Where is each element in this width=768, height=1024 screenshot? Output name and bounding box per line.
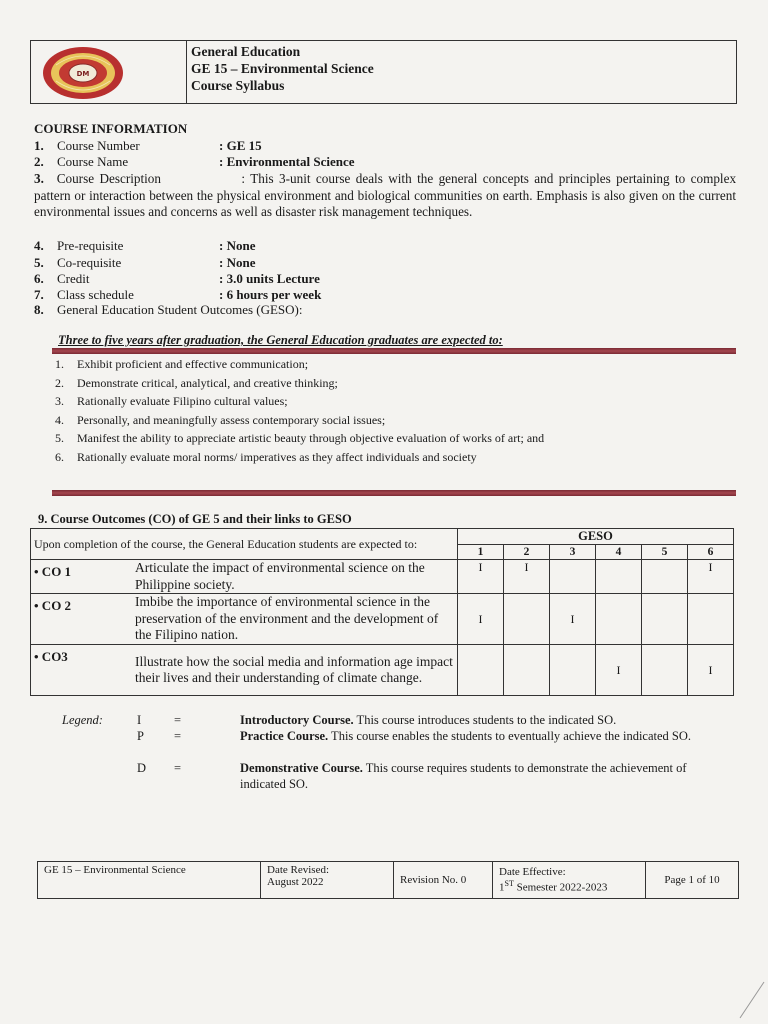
- item-value: : This 3-unit course deals with the general concepts and principles pertaining to complex pattern or interaction between the physical environment and biological communities on earth. Emphasis is also given on the current environmental issues and concerns as well as disaster risk management techniques.: [34, 171, 737, 219]
- date-effective-suffix: ST: [504, 879, 514, 889]
- legend-text: [240, 761, 700, 792]
- list-text: Personally, and meaningfully assess contemporary social issues;: [77, 412, 386, 427]
- legend: [62, 713, 712, 791]
- geso-list: [55, 355, 544, 467]
- legend-desc: This course requires students to demonstrate the achievement of indicated SO.: [240, 761, 687, 791]
- co-id: • CO 2: [31, 594, 133, 645]
- geso-mark: I: [550, 594, 596, 645]
- co-id: • CO 1: [31, 560, 133, 594]
- legend-text: [240, 713, 700, 729]
- footer-table: [37, 861, 739, 899]
- legend-equals: =: [174, 713, 182, 727]
- geso-intro: Three to five years after graduation, the General Education graduates are expected to:: [58, 333, 503, 347]
- item-value: : 3.0 units Lecture: [219, 271, 320, 286]
- item-label: Class schedule: [57, 287, 134, 302]
- divider-bar: [52, 490, 736, 496]
- item-label: Credit: [57, 271, 90, 286]
- list-text: Manifest the ability to appreciate artistic beauty through objective evaluation of works of art; and: [77, 431, 545, 446]
- geso-header: GESO: [458, 529, 734, 545]
- geso-col-header: 1: [458, 545, 504, 560]
- co-id: • CO3: [31, 645, 133, 696]
- legend-desc: This course introduces students to the indicated SO.: [353, 713, 617, 727]
- legend-symbol: P: [137, 729, 144, 743]
- legend-row: [62, 761, 712, 791]
- page-fold-mark: [736, 980, 766, 1020]
- footer-date-effective: [493, 862, 646, 899]
- item-value: : None: [219, 255, 256, 270]
- item-number: 8.: [34, 302, 44, 317]
- date-effective-text: Semester 2022-2023: [513, 881, 608, 894]
- logo-cell: [31, 41, 187, 103]
- geso-mark: [596, 594, 642, 645]
- list-item: [55, 448, 544, 467]
- date-revised-label: Date Revised:: [267, 864, 330, 876]
- footer-date-revised: [261, 862, 394, 899]
- geso-col-header: 5: [642, 545, 688, 560]
- list-number: 3.: [55, 394, 64, 409]
- legend-symbol: I: [137, 713, 142, 727]
- co-description: Illustrate how the social media and information age impact their lives and their understanding of climate change.: [132, 645, 458, 696]
- document-header: [30, 40, 737, 104]
- college-seal-logo: [36, 45, 131, 101]
- date-effective-value: [499, 878, 639, 894]
- geso-mark: [642, 645, 688, 696]
- geso-col-header: 4: [596, 545, 642, 560]
- geso-col-header: 3: [550, 545, 596, 560]
- legend-row: [62, 713, 712, 729]
- legend-term: Introductory Course.: [240, 713, 354, 727]
- course-description: [34, 171, 736, 221]
- item-number: 7.: [34, 287, 44, 302]
- header-line-3: Course Syllabus: [191, 78, 285, 93]
- list-item: [55, 411, 544, 430]
- date-revised-value: August 2022: [267, 876, 324, 888]
- item-label: Course Description: [56, 171, 161, 186]
- item-value: : GE 15: [219, 138, 262, 153]
- svg-text:DM: DM: [76, 70, 90, 78]
- geso-mark: [458, 645, 504, 696]
- geso-mark: I: [504, 560, 550, 594]
- item-number: 2.: [34, 154, 44, 169]
- item-label: Course Number: [57, 138, 140, 153]
- legend-symbol: D: [137, 761, 147, 775]
- co-description: Articulate the impact of environmental science on the Philippine society.: [132, 560, 458, 594]
- legend-equals: =: [174, 729, 182, 743]
- geso-mark: [504, 645, 550, 696]
- table-row: [31, 645, 734, 696]
- geso-col-header: 2: [504, 545, 550, 560]
- list-item: [55, 392, 544, 411]
- geso-col-header: 6: [688, 545, 734, 560]
- list-text: Exhibit proficient and effective communication;: [77, 357, 309, 371]
- legend-term: Demonstrative Course.: [240, 761, 363, 775]
- list-number: 1.: [55, 357, 64, 371]
- table-row: [31, 594, 734, 645]
- footer-revision: Revision No. 0: [394, 862, 493, 899]
- geso-mark: [550, 645, 596, 696]
- footer-course: GE 15 – Environmental Science: [38, 862, 261, 899]
- list-text: Demonstrate critical, analytical, and creative thinking;: [77, 375, 338, 390]
- list-number: 4.: [55, 412, 64, 427]
- item-value: : None: [219, 238, 256, 253]
- co-description: Imbibe the importance of environmental science in the preservation of the environment and the development of the Filipino nation.: [132, 594, 458, 645]
- header-title: [191, 43, 374, 94]
- item-label: Pre-requisite: [57, 238, 124, 253]
- course-info-title: COURSE INFORMATION: [34, 121, 188, 136]
- list-number: 2.: [55, 375, 64, 390]
- list-item: [55, 429, 544, 448]
- date-effective-ordinal: 1: [499, 881, 505, 894]
- item-number: 3.: [34, 171, 44, 186]
- geso-mark: [642, 560, 688, 594]
- geso-mark: [504, 594, 550, 645]
- geso-mark: I: [688, 560, 734, 594]
- item-value: : Environmental Science: [219, 154, 355, 169]
- legend-equals: =: [174, 761, 182, 775]
- geso-mark: I: [596, 645, 642, 696]
- item-label: General Education Student Outcomes (GESO):: [57, 302, 303, 317]
- header-line-1: General Education: [191, 44, 301, 59]
- geso-mark: [688, 594, 734, 645]
- co-table-title: 9. Course Outcomes (CO) of GE 5 and their links to GESO: [38, 512, 352, 526]
- divider-bar: [52, 348, 736, 354]
- course-outcomes-table: [30, 528, 734, 696]
- legend-desc: This course enables the students to eventually achieve the indicated SO.: [328, 729, 692, 743]
- date-effective-label: Date Effective:: [499, 866, 566, 879]
- header-line-2: GE 15 – Environmental Science: [191, 61, 374, 76]
- item-number: 6.: [34, 271, 44, 286]
- table-row: [31, 560, 734, 594]
- geso-mark: I: [688, 645, 734, 696]
- footer-page: Page 1 of 10: [646, 862, 739, 899]
- item-label: Course Name: [57, 154, 129, 169]
- list-item: [55, 374, 544, 393]
- legend-text: [240, 729, 700, 745]
- geso-mark: I: [458, 594, 504, 645]
- legend-row: [62, 729, 712, 761]
- item-label: Co-requisite: [57, 255, 122, 270]
- legend-label: Legend:: [62, 713, 103, 727]
- list-text: Rationally evaluate moral norms/ imperatives as they affect individuals and society: [77, 449, 477, 464]
- legend-term: Practice Course.: [240, 729, 329, 743]
- geso-mark: [596, 560, 642, 594]
- list-item: [55, 355, 544, 374]
- item-number: 1.: [34, 138, 44, 153]
- list-number: 6.: [55, 449, 64, 464]
- geso-mark: [642, 594, 688, 645]
- list-number: 5.: [55, 431, 64, 446]
- list-text: Rationally evaluate Filipino cultural values;: [77, 394, 288, 409]
- geso-mark: I: [458, 560, 504, 594]
- item-number: 4.: [34, 238, 44, 253]
- item-number: 5.: [34, 255, 44, 270]
- item-value: : 6 hours per week: [219, 287, 322, 302]
- geso-mark: [550, 560, 596, 594]
- table-header-text: Upon completion of the course, the General Education students are expected to:: [31, 529, 458, 560]
